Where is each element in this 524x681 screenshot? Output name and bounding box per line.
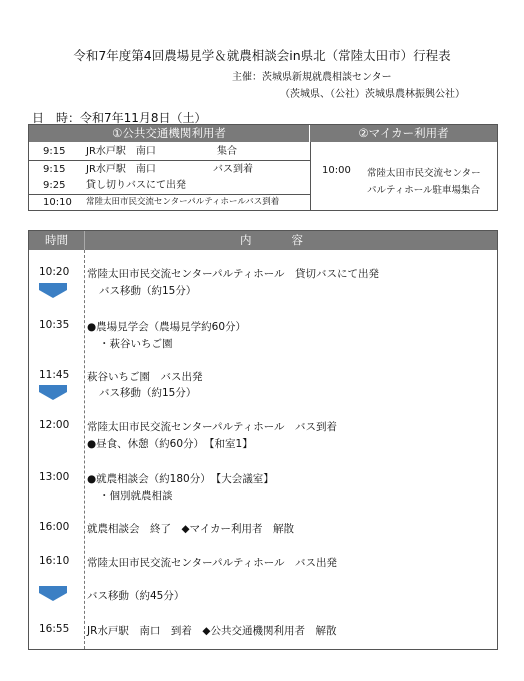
schedule-content: バス移動（約15分） xyxy=(99,285,197,297)
schedule-content: ●農場見学会（農場見学約60分） xyxy=(87,321,247,333)
schedule-content: ・萩谷いちご園 xyxy=(99,338,173,350)
event-date: 日 時：令和7年11月8日（土） xyxy=(32,111,207,125)
schedule-time: 13:00 xyxy=(39,471,70,483)
organizer-sub: （茨城県、（公社）茨城県農林振興公社） xyxy=(280,89,465,100)
schedule-content: 常陸太田市民交流センターパルティホール 貸切バスにて出発 xyxy=(87,268,380,280)
schedule-time: 12:00 xyxy=(39,419,70,431)
schedule-content: バス移動（約45分） xyxy=(87,590,185,602)
schedule-content: 就農相談会 終了 ◆マイカー利用者 解散 xyxy=(87,523,295,535)
transport-table xyxy=(28,124,498,211)
car-place: 常陸太田市民交流センター xyxy=(367,168,481,179)
public-row: 9:15 JR水戸駅 南口 バス到着 xyxy=(43,164,253,175)
schedule-header xyxy=(29,231,497,250)
schedule-time: 10:35 xyxy=(39,319,70,331)
content-header: 内容 xyxy=(240,233,343,247)
schedule-content: バス移動（約15分） xyxy=(99,387,197,399)
schedule-content: ●昼食、休憩（約60分） 【和室1】 xyxy=(87,438,253,450)
schedule-content: 萩谷いちご園 バス出発 xyxy=(87,371,203,383)
car-place-detail: パルティホール駐車場集合 xyxy=(367,185,481,196)
schedule-time: 16:55 xyxy=(39,623,70,635)
public-row: 9:15 JR水戸駅 南口 集合 xyxy=(43,146,237,157)
organizer: 主催：茨城県新規就農相談センター xyxy=(232,72,392,83)
schedule-time: 11:45 xyxy=(39,369,70,381)
schedule-content: JR水戸駅 南口 到着 ◆公共交通機関利用者 解散 xyxy=(87,625,337,637)
document-title: 令和7年度第4回農場見学＆就農相談会in県北（常陸太田市）行程表 xyxy=(73,48,451,63)
schedule-time: 10:20 xyxy=(39,266,70,278)
schedule-time: 16:10 xyxy=(39,555,70,567)
schedule-time: 16:00 xyxy=(39,521,70,533)
schedule-content: 常陸太田市民交流センターパルティホール バス出発 xyxy=(87,557,338,569)
schedule-content: ●就農相談会（約180分） 【大会議室】 xyxy=(87,473,274,485)
schedule-content: 常陸太田市民交流センターパルティホール バス到着 xyxy=(87,421,338,433)
public-row: 9:25 貸し切りバスにて出発 xyxy=(43,180,186,191)
car-time: 10:00 xyxy=(322,165,351,176)
public-row: 10:10 常陸太田市民交流センターパルティホールバス到着 xyxy=(43,197,280,208)
car-header: ②マイカー利用者 xyxy=(310,125,497,142)
public-transport-header: ①公共交通機関利用者 xyxy=(29,125,310,142)
schedule-table xyxy=(28,230,498,650)
schedule-content: ・個別就農相談 xyxy=(99,490,173,502)
time-header: 時間 xyxy=(45,233,68,247)
